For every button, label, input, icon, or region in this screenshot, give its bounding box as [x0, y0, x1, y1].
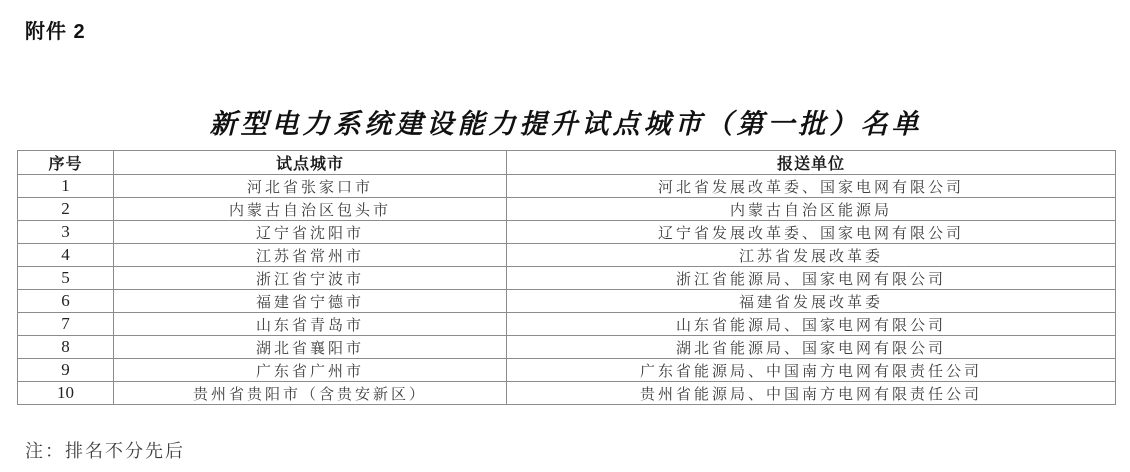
reporting-unit-cell: 河北省发展改革委、国家电网有限公司: [507, 175, 1116, 198]
table-row: [18, 244, 1116, 267]
pilot-city-cell: 广东省广州市: [114, 359, 507, 382]
row-number-cell: 2: [18, 198, 114, 221]
table-row: [18, 359, 1116, 382]
pilot-city-cell: 山东省青岛市: [114, 313, 507, 336]
pilot-city-cell: 贵州省贵阳市（含贵安新区）: [114, 382, 507, 405]
reporting-unit-cell: 福建省发展改革委: [507, 290, 1116, 313]
row-number-cell: 9: [18, 359, 114, 382]
reporting-unit-cell: 江苏省发展改革委: [507, 244, 1116, 267]
reporting-unit-cell: 湖北省能源局、国家电网有限公司: [507, 336, 1116, 359]
document-title: 新型电力系统建设能力提升试点城市（第一批）名单: [209, 109, 923, 139]
reporting-unit-cell: 内蒙古自治区能源局: [507, 198, 1116, 221]
pilot-city-table: [17, 150, 1116, 405]
table-row: [18, 267, 1116, 290]
table-row: [18, 175, 1116, 198]
row-number-cell: 1: [18, 175, 114, 198]
header-row-number: 序号: [18, 151, 114, 175]
reporting-unit-cell: 广东省能源局、中国南方电网有限责任公司: [507, 359, 1116, 382]
attachment-label: 附件 2: [25, 21, 86, 43]
row-number-cell: 5: [18, 267, 114, 290]
pilot-city-cell: 浙江省宁波市: [114, 267, 507, 290]
row-number-cell: 10: [18, 382, 114, 405]
table-row: [18, 336, 1116, 359]
table-row: [18, 313, 1116, 336]
reporting-unit-cell: 贵州省能源局、中国南方电网有限责任公司: [507, 382, 1116, 405]
pilot-city-cell: 福建省宁德市: [114, 290, 507, 313]
table-row: [18, 221, 1116, 244]
row-number-cell: 3: [18, 221, 114, 244]
pilot-city-cell: 河北省张家口市: [114, 175, 507, 198]
pilot-city-cell: 江苏省常州市: [114, 244, 507, 267]
table-row: [18, 382, 1116, 405]
header-pilot-city: 试点城市: [114, 151, 507, 175]
reporting-unit-cell: 浙江省能源局、国家电网有限公司: [507, 267, 1116, 290]
pilot-city-cell: 辽宁省沈阳市: [114, 221, 507, 244]
row-number-cell: 7: [18, 313, 114, 336]
pilot-city-cell: 内蒙古自治区包头市: [114, 198, 507, 221]
pilot-city-cell: 湖北省襄阳市: [114, 336, 507, 359]
header-reporting-unit: 报送单位: [507, 151, 1116, 175]
row-number-cell: 4: [18, 244, 114, 267]
row-number-cell: 8: [18, 336, 114, 359]
ranking-note: 注：排名不分先后: [25, 441, 185, 461]
reporting-unit-cell: 辽宁省发展改革委、国家电网有限公司: [507, 221, 1116, 244]
table-body: [18, 175, 1116, 405]
table-header-row: [18, 151, 1116, 175]
row-number-cell: 6: [18, 290, 114, 313]
reporting-unit-cell: 山东省能源局、国家电网有限公司: [507, 313, 1116, 336]
table-row: [18, 290, 1116, 313]
table-row: [18, 198, 1116, 221]
